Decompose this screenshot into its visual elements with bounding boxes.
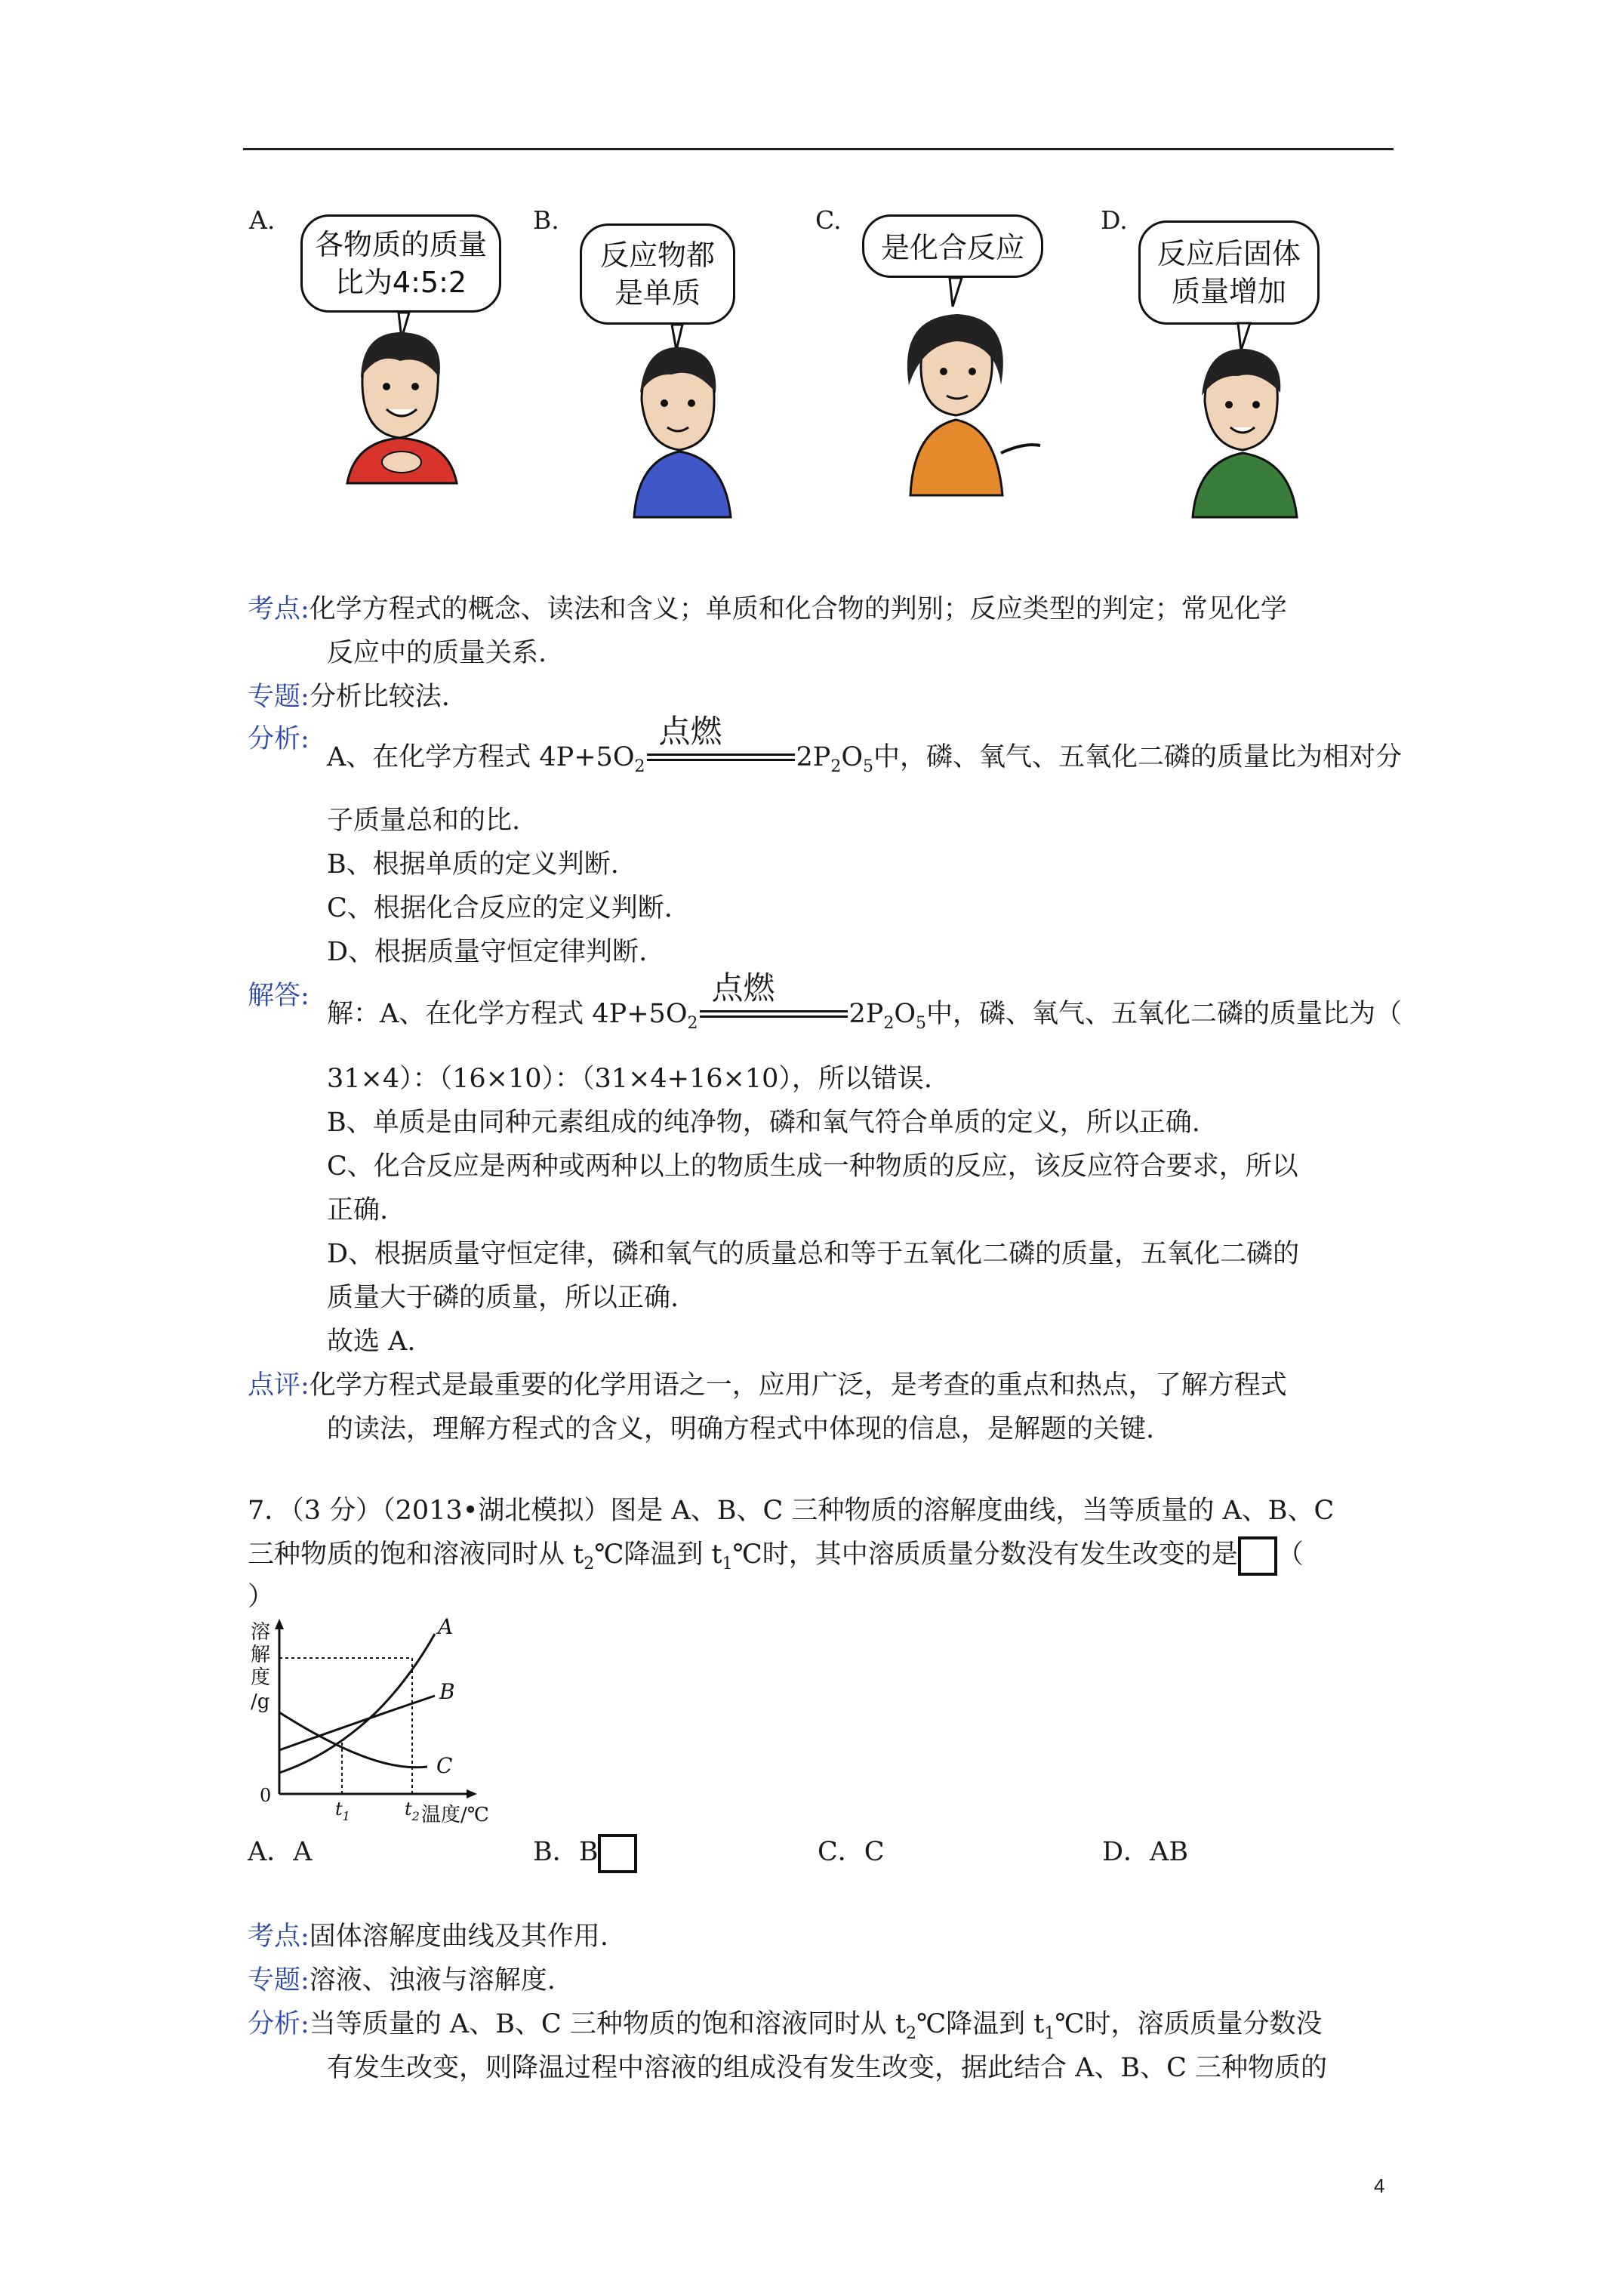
q7-stem-post: ℃时，其中溶质质量分数没有发生改变的是 <box>732 1539 1238 1570</box>
option-a-bubble-line2: 比为4:5:2 <box>334 266 467 299</box>
q6-jieda-c-line1: C、化合反应是两种或两种以上的物质生成一种物质的反应，该反应符合要求，所以 <box>327 1151 1298 1182</box>
q7-kaodian-text: 固体溶解度曲线及其作用. <box>309 1922 608 1952</box>
page-number: 4 <box>1374 2174 1385 2197</box>
graph-xlabel: 温度/℃ <box>421 1804 489 1826</box>
option-d-speech-bubble <box>1138 220 1320 325</box>
q6-dianping-line1: 化学方程式是最重要的化学用语之一，应用广泛，是考查的重点和热点，了解方程式 <box>309 1370 1287 1401</box>
option-c-speech-bubble <box>862 214 1043 278</box>
q6-jieda-a-o: O <box>894 999 916 1029</box>
q6-zhuanti-text: 分析比较法. <box>309 682 450 712</box>
q7-fenxi-post: ℃时，溶质质量分数没 <box>1055 2009 1323 2039</box>
q6-zhuanti-row <box>248 675 450 719</box>
q7-stem-sub1: 2 <box>584 1555 595 1573</box>
q7-zhuanti-label: 专题: <box>248 1965 310 1996</box>
q6-jieda-cond-text: 点燃 <box>711 969 775 1006</box>
graph-ylabel-2: 解 <box>251 1644 271 1666</box>
answer-blank-box <box>1238 1536 1277 1576</box>
option-d-letter: D. <box>1101 205 1128 235</box>
q6-fenxi-a-sub3: 2 <box>830 757 842 776</box>
q7-stem-sub2: 1 <box>722 1555 733 1573</box>
q7-stem-line1: 7．（3 分）（2013•湖北模拟）图是 A、B、C 三种物质的溶解度曲线，当等质量的 A、B、C <box>248 1496 1335 1526</box>
q6-jieda-a-mid: 2P <box>848 999 884 1029</box>
q6-zhuanti-label: 专题: <box>248 682 310 712</box>
man-green-shirt-illustration <box>1163 317 1329 521</box>
q6-kaodian-line2: 反应中的质量关系. <box>327 638 547 668</box>
graph-origin: 0 <box>260 1785 272 1806</box>
q7-choice-b: B．B <box>533 1837 599 1867</box>
graph-t2-label <box>405 1798 420 1823</box>
q6-kaodian-row <box>248 587 1287 631</box>
q6-jieda-a-pre: 解：A、在化学方程式 4P+5O <box>327 999 688 1029</box>
graph-ylabel-3: 度 <box>251 1666 271 1689</box>
q7-fenxi-label: 分析: <box>248 2009 310 2039</box>
graph-t1-label <box>335 1798 350 1823</box>
graph-t1-sub: 1 <box>342 1809 350 1823</box>
option-b-bubble-line1: 反应物都 <box>599 239 715 272</box>
q7-kaodian-label: 考点: <box>248 1922 310 1952</box>
q7-stem-paren-open: （ <box>1277 1539 1304 1570</box>
graph-t2-letter: t <box>405 1798 412 1820</box>
curve-c <box>279 1712 427 1767</box>
boy-red-shirt-illustration <box>317 302 498 491</box>
q7-stem-paren-close: ） <box>248 1582 275 1612</box>
q7-stem-line2 <box>248 1533 1304 1586</box>
girl-orange-shirt-illustration <box>868 272 1049 498</box>
q7-choice-d: D．AB <box>1102 1837 1189 1867</box>
option-a-bubble-line1: 各物质的质量 <box>314 228 487 261</box>
q6-fenxi-cond-text: 点燃 <box>658 713 722 750</box>
q7-fenxi-pre: 当等质量的 A、B、C 三种物质的饱和溶液同时从 t <box>309 2009 907 2039</box>
q6-fenxi-a-sub4: 5 <box>863 757 874 776</box>
choice-b-blank-box <box>598 1834 637 1873</box>
q7-fenxi-line2: 有发生改变，则降温过程中溶液的组成没有发生改变，据此结合 A、B、C 三种物质的 <box>327 2053 1328 2083</box>
curve-a-label: A <box>438 1616 454 1639</box>
q7-choice-c: C．C <box>818 1837 885 1867</box>
q6-jieda-a-line1 <box>327 969 1403 1046</box>
q6-kaodian-label: 考点: <box>248 594 310 624</box>
header-rule <box>243 148 1394 150</box>
graph-ylabel-4: /g <box>251 1690 270 1713</box>
option-c-bubble-line1: 是化合反应 <box>880 231 1024 264</box>
option-b-speech-bubble <box>580 223 735 325</box>
q7-fenxi-sub1: 2 <box>906 2024 917 2043</box>
q6-jieda-condition <box>698 969 849 1036</box>
graph-ylabel-1: 溶 <box>251 1621 271 1644</box>
curve-b-label: B <box>439 1679 455 1704</box>
q7-kaodian-row <box>248 1915 608 1959</box>
q6-jieda-d-line2: 质量大于磷的质量，所以正确. <box>327 1283 679 1313</box>
q7-stem-mid: ℃降温到 t <box>594 1539 722 1570</box>
graph-t1-letter: t <box>335 1798 343 1820</box>
option-c-letter: C. <box>815 205 842 235</box>
q6-jieda-c-line2: 正确. <box>327 1195 389 1225</box>
q6-jieda-a-line2: 31×4）：（16×10）：（31×4+16×10），所以错误. <box>327 1064 933 1094</box>
q6-fenxi-a-o: O <box>841 742 864 772</box>
man-blue-shirt-illustration <box>604 317 755 521</box>
q6-fenxi-a-sub2: 2 <box>634 757 645 776</box>
option-b-bubble-line2: 是单质 <box>614 276 701 310</box>
q6-jieda-a-sub3: 2 <box>883 1014 895 1033</box>
option-a-letter: A. <box>249 205 276 235</box>
q6-dianping-line2: 的读法，理解方程式的含义，明确方程式中体现的信息，是解题的关键. <box>327 1414 1155 1444</box>
q6-jieda-label: 解答: <box>248 981 310 1011</box>
option-d-bubble-line2: 质量增加 <box>1171 275 1286 308</box>
q7-zhuanti-row <box>248 1959 556 2002</box>
graph-t2-sub: 2 <box>411 1809 420 1823</box>
option-a-speech-bubble <box>300 214 501 313</box>
q6-fenxi-a-mid: 2P <box>796 742 831 772</box>
solubility-curve-graph <box>246 1616 525 1835</box>
q6-fenxi-a-line2: 子质量总和的比. <box>327 806 521 836</box>
q7-zhuanti-text: 溶液、浊液与溶解度. <box>309 1965 556 1996</box>
q6-jieda-a-sub4: 5 <box>916 1014 927 1033</box>
q6-dianping-label: 点评: <box>248 1370 310 1401</box>
q6-jieda-d-line1: D、根据质量守恒定律，磷和氧气的质量总和等于五氧化二磷的质量，五氧化二磷的 <box>327 1239 1300 1269</box>
q6-fenxi-a-pre: A、在化学方程式 4P+5O <box>327 742 635 772</box>
q6-fenxi-b: B、根据单质的定义判断. <box>327 849 619 880</box>
q6-jieda-a-post: 中，磷、氧气、五氧化二磷的质量比为（ <box>926 999 1403 1029</box>
q6-dianping-row <box>248 1364 1287 1407</box>
option-b-letter: B. <box>533 205 559 235</box>
q7-fenxi-mid: ℃降温到 t <box>916 2009 1045 2039</box>
q7-choice-a: A．A <box>248 1837 313 1867</box>
q6-fenxi-c: C、根据化合反应的定义判断. <box>327 893 673 923</box>
curve-c-label: C <box>436 1753 453 1778</box>
q6-fenxi-label: 分析: <box>248 724 310 754</box>
q6-jieda-a-sub2: 2 <box>687 1014 698 1033</box>
option-d-bubble-line1: 反应后固体 <box>1156 237 1301 270</box>
q6-kaodian-line1: 化学方程式的概念、读法和含义；单质和化合物的判别；反应类型的判定；常见化学 <box>309 594 1287 624</box>
q6-fenxi-d: D、根据质量守恒定律判断. <box>327 937 648 967</box>
q6-fenxi-a-line1 <box>327 713 1403 789</box>
q7-choice-b-row <box>533 1830 637 1874</box>
curve-b <box>279 1696 435 1750</box>
q6-fenxi-condition <box>645 713 796 779</box>
q6-jieda-conclusion: 故选 A. <box>327 1327 416 1357</box>
q6-jieda-b: B、单质是由同种元素组成的纯净物，磷和氧气符合单质的定义，所以正确. <box>327 1108 1200 1138</box>
q6-fenxi-a-post: 中，磷、氧气、五氧化二磷的质量比为相对分 <box>873 742 1403 772</box>
q7-fenxi-sub2: 1 <box>1044 2024 1055 2043</box>
q7-stem-pre: 三种物质的饱和溶液同时从 t <box>248 1539 584 1570</box>
